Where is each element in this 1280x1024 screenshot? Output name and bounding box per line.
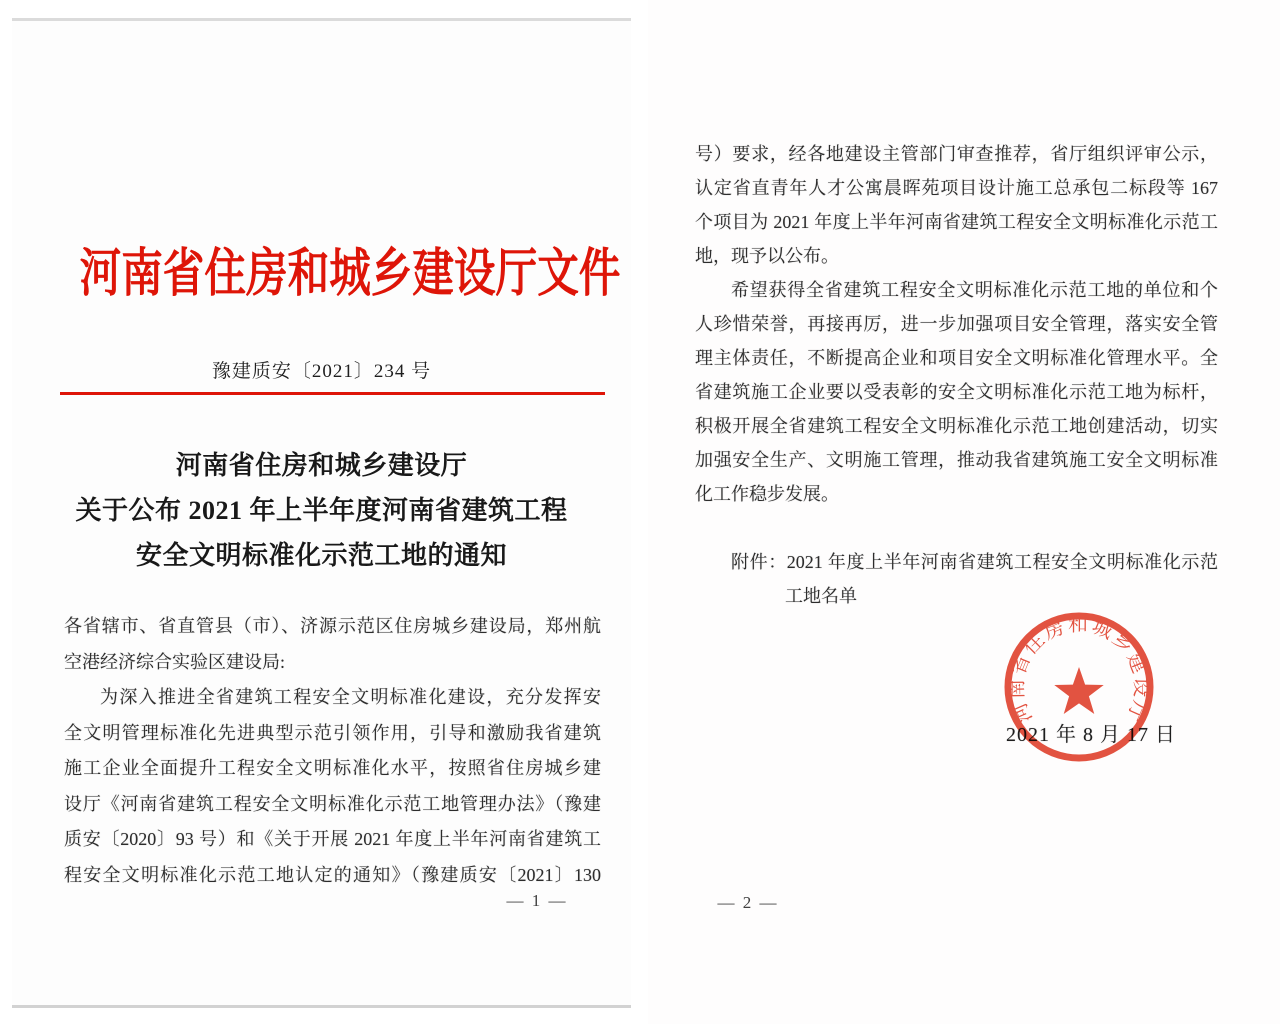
text-line: 号）要求，经各地建设主管部门审查推荐，省厅组织评审公示，	[695, 144, 1218, 164]
text-line: 施工企业全面提升工程安全文明标准化水平，按照省住房城乡建	[64, 758, 601, 778]
text-line: 空港经济综合实验区建设局:	[64, 651, 285, 672]
text-line: 关于公布 2021 年上半年度河南省建筑工程	[75, 496, 568, 525]
text-line: 程安全文明标准化示范工地认定的通知》（豫建质安〔2021〕130	[64, 864, 601, 885]
text-line: 理主体责任，不断提高企业和项目安全文明标准化管理水平。全	[695, 348, 1218, 368]
text-line: 化工作稳步发展。	[695, 484, 839, 504]
text-line: 附件：2021 年度上半年河南省建筑工程安全文明标准化示范	[731, 552, 1218, 572]
text-line: 加强安全生产、文明施工管理，推动我省建筑施工安全文明标准	[695, 450, 1218, 470]
text-line: 积极开展全省建筑工程安全文明标准化示范工地创建活动，切实	[695, 416, 1218, 436]
red-divider-line	[60, 392, 605, 395]
red-header-masthead	[12, 246, 631, 304]
page-number-2: — 2 —	[717, 893, 779, 912]
text-line: 省建筑施工企业要以受表彰的安全文明标准化示范工地为标杆，	[695, 382, 1218, 402]
attachment-note	[695, 545, 1218, 613]
text-line: 人珍惜荣誉，再接再厉，进一步加强项目安全管理，落实安全管	[695, 314, 1218, 334]
text-line: 各省辖市、省直管县（市）、济源示范区住房城乡建设局，郑州航	[64, 616, 601, 636]
text-line: 设厅《河南省建筑工程安全文明标准化示范工地管理办法》（豫建	[64, 793, 601, 814]
document-page-2	[648, 0, 1280, 1024]
text-line: 希望获得全省建筑工程安全文明标准化示范工地的单位和个	[731, 280, 1218, 300]
document-page-1	[12, 18, 631, 1008]
red-star-icon	[1054, 667, 1103, 714]
page-number-1: — 1 —	[506, 891, 568, 910]
text-line: 河南省住房和城乡建设厅	[175, 451, 468, 480]
body-text-page-1	[64, 609, 601, 893]
text-line: 安全文明标准化示范工地的通知	[135, 541, 507, 570]
document-title	[12, 443, 631, 578]
text-line: 为深入推进全省建筑工程安全文明标准化建设，充分发挥安	[100, 687, 601, 707]
text-line: 地，现予以公布。	[695, 246, 839, 266]
text-line: 工地名单	[785, 586, 857, 606]
seal-curved-text: 河南省住房和城乡建设厅	[1005, 613, 1153, 727]
document-number: 豫建质安〔2021〕234 号	[211, 361, 432, 382]
text-line: 全文明管理标准化先进典型示范引领作用，引导和激励我省建筑	[64, 722, 601, 743]
body-text-page-2	[695, 137, 1218, 511]
red-header-text: 河南省住房和城乡建设厅文件	[79, 246, 621, 303]
text-line: 质安〔2020〕93 号）和《关于开展 2021 年度上半年河南省建筑工	[64, 829, 601, 849]
text-line: 认定省直青年人才公寓晨晖苑项目设计施工总承包二标段等 167	[695, 178, 1218, 198]
issue-date: 2021 年 8 月 17 日	[1006, 724, 1176, 746]
text-line: 个项目为 2021 年度上半年河南省建筑工程安全文明标准化示范工	[695, 212, 1218, 232]
